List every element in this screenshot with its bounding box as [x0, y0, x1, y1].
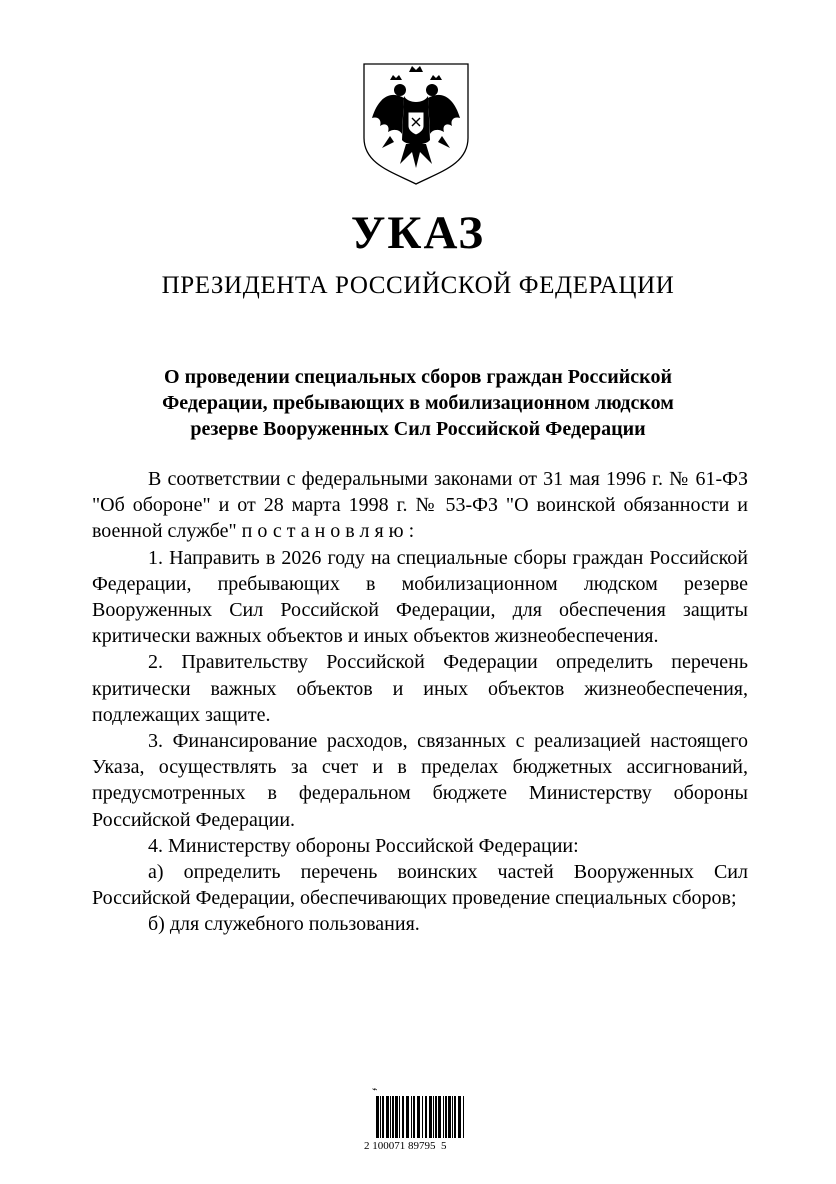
- paragraph-4b: б) для служебного пользования.: [148, 913, 420, 936]
- barcode-bar: [443, 1096, 444, 1138]
- barcode-bar: [417, 1096, 420, 1138]
- barcode-bar: [413, 1096, 415, 1138]
- barcode-bar: [463, 1096, 464, 1138]
- decree-body: [92, 466, 748, 938]
- heading-line: О проведении специальных сборов граждан Российской: [164, 366, 672, 388]
- decree-heading: [100, 364, 736, 442]
- heading-line: Федерации, пребывающих в мобилизационном людском: [162, 392, 674, 414]
- barcode-bar: [395, 1096, 398, 1138]
- preamble-text: В соответствии с федеральными законами от 31 мая 1996 г. № 61-ФЗ "Об обороне" и от 28 марта 1998 г. № 53-ФЗ "О воинской обязанности и военной службе": [92, 468, 748, 543]
- barcode-bar: [458, 1096, 461, 1138]
- barcode-bar: [376, 1096, 379, 1138]
- barcode-bar: [392, 1096, 394, 1138]
- barcode-bar: [382, 1096, 384, 1138]
- paragraph-1: 1. Направить в 2026 году на специальные сборы граждан Российской Федерации, пребывающих в мобилизационном людском резерве Вооруженных Сил Российской Федерации, для обеспечения защиты критически важных объектов и иных объектов жизнеобеспечения.: [92, 546, 748, 648]
- barcode-bar: [445, 1096, 447, 1138]
- barcode-bar: [452, 1096, 453, 1138]
- barcode-bar: [438, 1096, 441, 1138]
- barcode-bar: [435, 1096, 437, 1138]
- barcode-bar: [429, 1096, 432, 1138]
- barcode-bar: [411, 1096, 412, 1138]
- paragraph-4a: а) определить перечень воинских частей Вооруженных Сил Российской Федерации, обеспечивающих проведение специальных сборов;: [92, 861, 748, 910]
- paragraph-4: 4. Министерству обороны Российской Федерации:: [148, 834, 579, 857]
- barcode-mark-icon: ⌁: [372, 1084, 378, 1094]
- barcode-bar: [402, 1096, 404, 1138]
- barcode-bar: [425, 1096, 427, 1138]
- paragraph-3: 3. Финансирование расходов, связанных с реализацией настоящего Указа, осуществлять за счет и в пределах бюджетных ассигнований, предусмотренных в федеральном бюджете Министерству обороны Российской Федерации.: [92, 730, 748, 831]
- document-title: УКАЗ: [350, 207, 486, 259]
- preamble-paragraph: [92, 466, 748, 545]
- barcode-bar: [386, 1096, 389, 1138]
- barcode-bar: [448, 1096, 451, 1138]
- heading-line: резерве Вооруженных Сил Российской Федерации: [190, 418, 646, 440]
- barcode-bar: [422, 1096, 423, 1138]
- russian-coat-of-arms-icon: [360, 60, 472, 186]
- barcode-number: 2 100071 89795 5: [364, 1140, 447, 1152]
- barcode-bar: [406, 1096, 409, 1138]
- barcode: [364, 1080, 476, 1158]
- barcode-bar: [399, 1096, 400, 1138]
- barcode-bar: [433, 1096, 434, 1138]
- barcode-bar: [454, 1096, 456, 1138]
- paragraph-2: 2. Правительству Российской Федерации определить перечень критически важных объектов и иных объектов жизнеобеспечения, подлежащих защите.: [92, 651, 748, 726]
- document-subtitle: ПРЕЗИДЕНТА РОССИЙСКОЙ ФЕДЕРАЦИИ: [161, 272, 675, 299]
- barcode-bar: [380, 1096, 381, 1138]
- preamble-verb: постановляю:: [241, 520, 420, 543]
- barcode-bar: [390, 1096, 391, 1138]
- barcode-bars: [364, 1080, 476, 1140]
